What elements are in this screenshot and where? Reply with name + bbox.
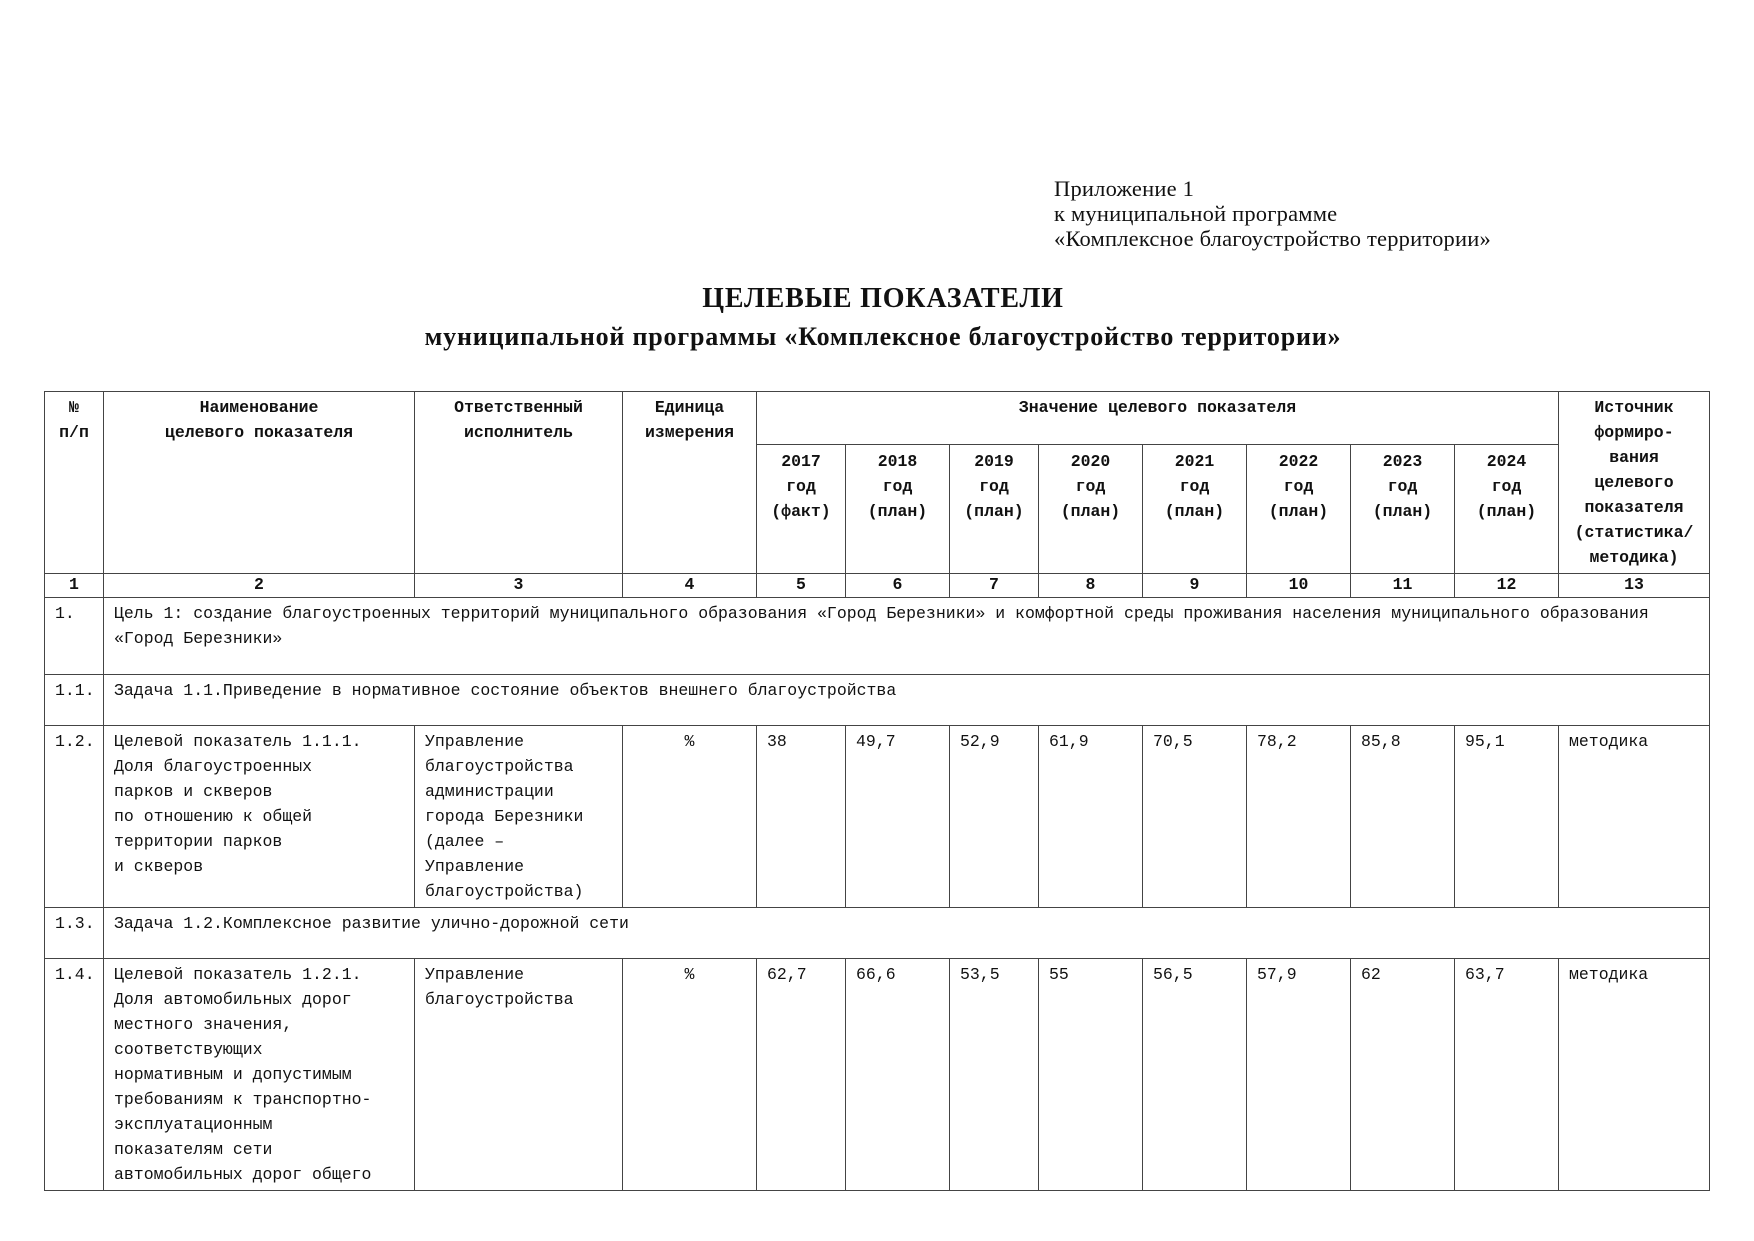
annex-line-2: к муниципальной программе <box>1054 201 1338 226</box>
indicator-value: 38 <box>757 726 846 908</box>
task-text: Задача 1.2.Комплексное развитие улично-дорожной сети <box>104 908 1710 959</box>
annex-line-1: Приложение 1 <box>1054 176 1195 201</box>
indicator-value: 57,9 <box>1247 959 1351 1191</box>
table-row-goal <box>45 598 1710 675</box>
header-row-top <box>45 392 1710 445</box>
column-number: 1 <box>45 574 104 598</box>
indicator-value: 61,9 <box>1039 726 1143 908</box>
indicator-value: 49,7 <box>846 726 950 908</box>
column-number: 5 <box>757 574 846 598</box>
indicator-value: 70,5 <box>1143 726 1247 908</box>
indicator-responsible: Управление благоустройства <box>415 959 623 1191</box>
column-number: 4 <box>623 574 757 598</box>
row-number: 1.3. <box>45 908 104 959</box>
table-row-task <box>45 908 1710 959</box>
column-number: 7 <box>950 574 1039 598</box>
indicator-value: 62 <box>1351 959 1455 1191</box>
row-number: 1.1. <box>45 675 104 726</box>
header-year-2023: 2023 год (план) <box>1351 445 1455 574</box>
indicator-value: 63,7 <box>1455 959 1559 1191</box>
header-num: № п/п <box>45 392 104 574</box>
indicator-value: 95,1 <box>1455 726 1559 908</box>
header-unit: Единица измерения <box>623 392 757 574</box>
column-number: 12 <box>1455 574 1559 598</box>
task-text: Задача 1.1.Приведение в нормативное состояние объектов внешнего благоустройства <box>104 675 1710 726</box>
indicator-value: 52,9 <box>950 726 1039 908</box>
header-year-2018: 2018 год (план) <box>846 445 950 574</box>
header-source: Источник формиро- вания целевого показателя (статистика/ методика) <box>1559 392 1710 574</box>
indicator-name: Целевой показатель 1.1.1. Доля благоустроенных парков и скверов по отношению к общей территории парков и скверов <box>104 726 415 908</box>
header-value-group: Значение целевого показателя <box>757 392 1559 445</box>
row-number: 1.4. <box>45 959 104 1191</box>
indicator-unit: % <box>623 726 757 908</box>
column-number: 3 <box>415 574 623 598</box>
indicator-value: 78,2 <box>1247 726 1351 908</box>
row-number: 1.2. <box>45 726 104 908</box>
indicator-name: Целевой показатель 1.2.1. Доля автомобильных дорог местного значения, соответствующих нормативным и допустимым требованиям к транспортно- эксплуатационным показателям сети автомобильных дорог общего <box>104 959 415 1191</box>
column-number: 9 <box>1143 574 1247 598</box>
document-title: ЦЕЛЕВЫЕ ПОКАЗАТЕЛИ <box>702 283 1064 314</box>
header-responsible: Ответственный исполнитель <box>415 392 623 574</box>
indicator-source: методика <box>1559 959 1710 1191</box>
annex-note <box>1054 176 1491 251</box>
header-year-2019: 2019 год (план) <box>950 445 1039 574</box>
goal-text: Цель 1: создание благоустроенных территорий муниципального образования «Город Березники» и комфортной среды проживания населения муниципального образования «Город Березники» <box>104 598 1710 675</box>
document-subtitle: муниципальной программы «Комплексное благоустройство территории» <box>424 322 1342 351</box>
table-row-indicator <box>45 959 1710 1191</box>
indicator-value: 62,7 <box>757 959 846 1191</box>
indicator-value: 53,5 <box>950 959 1039 1191</box>
annex-line-3: «Комплексное благоустройство территории» <box>1054 226 1491 251</box>
indicator-value: 66,6 <box>846 959 950 1191</box>
header-year-2020: 2020 год (план) <box>1039 445 1143 574</box>
header-year-2024: 2024 год (план) <box>1455 445 1559 574</box>
indicators-table <box>44 391 1710 1191</box>
column-number-row <box>45 574 1710 598</box>
column-number: 2 <box>104 574 415 598</box>
column-number: 8 <box>1039 574 1143 598</box>
row-number: 1. <box>45 598 104 675</box>
indicator-value: 85,8 <box>1351 726 1455 908</box>
table-row-indicator <box>45 726 1710 908</box>
indicator-value: 55 <box>1039 959 1143 1191</box>
column-number: 10 <box>1247 574 1351 598</box>
column-number: 13 <box>1559 574 1710 598</box>
indicator-value: 56,5 <box>1143 959 1247 1191</box>
indicator-source: методика <box>1559 726 1710 908</box>
indicator-responsible: Управление благоустройства администрации города Березники (далее – Управление благоустройства) <box>415 726 623 908</box>
header-name: Наименование целевого показателя <box>104 392 415 574</box>
table-row-task <box>45 675 1710 726</box>
indicator-unit: % <box>623 959 757 1191</box>
column-number: 11 <box>1351 574 1455 598</box>
header-year-2017: 2017 год (факт) <box>757 445 846 574</box>
column-number: 6 <box>846 574 950 598</box>
header-year-2021: 2021 год (план) <box>1143 445 1247 574</box>
header-year-2022: 2022 год (план) <box>1247 445 1351 574</box>
